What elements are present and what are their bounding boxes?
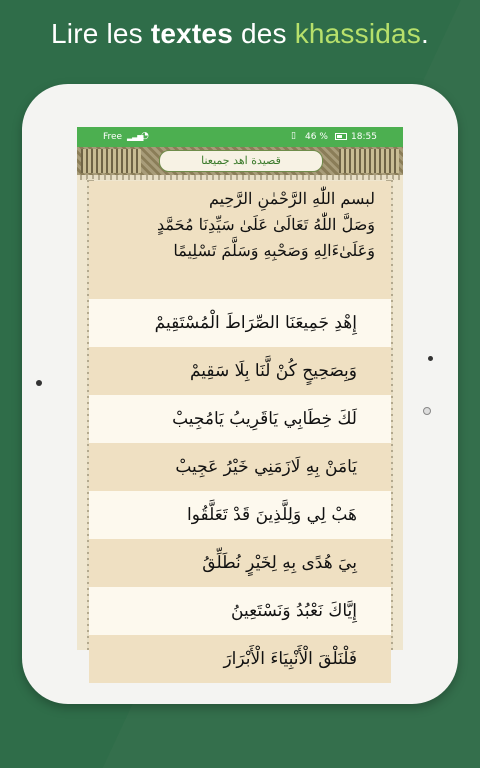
title-banner (77, 147, 403, 175)
verse-row[interactable] (89, 635, 391, 683)
verse-row[interactable] (89, 587, 391, 635)
verse-text: لَكَ خِطَابِي يَاقَرِيبُ يَامُجِيبْ (172, 409, 357, 429)
battery-percent: 46 % (305, 132, 328, 142)
verse-text: فَلْنَلْقَ الْأَنْبِيَاءَ الْأَبْرَارَ (223, 649, 357, 669)
signal-icon: ▂▃▅ (127, 132, 143, 141)
verse-text: إِيَّاكَ نَعْبُدُ وَنَسْتَعِينُ (231, 601, 357, 621)
verse-row[interactable] (89, 395, 391, 443)
verse-text: بِيَ هُدًى بِهِ لِخَيْرٍ نُطَلِّقُ (202, 553, 357, 573)
verse-row[interactable] (89, 347, 391, 395)
app-screen (77, 127, 403, 669)
clock: 18:55 (351, 132, 377, 142)
verse-row[interactable] (89, 299, 391, 347)
carrier-label: Free (103, 132, 123, 142)
intro-line: وَعَلَىٰءَالِهِ وَصَحْبِهِ وَسَلَّمَ تَسْلِيمًا (173, 241, 375, 260)
verse-text: إِهْدِ جَمِيعَنَا الصِّرَاطَ الْمُسْتَقِيمْ (154, 313, 357, 333)
verse-text: وَبِصَحِيحٍ كُنْ لَّنَا بِلَا سَقِيمْ (189, 361, 357, 381)
headline-part5: . (421, 18, 429, 49)
battery-icon (335, 133, 347, 140)
intro-line: وَصَلَّ اللّٰهُ تَعَالَىٰ عَلَىٰ سَيِّدِنَا مُحَمَّدٍ (157, 215, 375, 234)
wifi-icon: ◔ (141, 131, 149, 141)
status-bar (77, 127, 403, 147)
khassida-title: قصيدة اهد جميعنا (159, 150, 323, 172)
basmala-block (89, 181, 391, 299)
verse-list[interactable] (89, 181, 391, 669)
verse-text: هَبْ لِي وَلِلَّذِينَ قَدْ تَعَلَّقُوا (187, 505, 357, 525)
ornament-left (81, 149, 141, 173)
tablet-sensor-dot-right (428, 356, 433, 361)
headline-part2: textes (150, 18, 233, 49)
verse-text: يَامَنْ بِهِ لَازَمَنِي خَيْرُ عَجِيبْ (175, 457, 357, 477)
ornament-right (339, 149, 399, 173)
promo-headline (0, 18, 480, 50)
verse-row[interactable] (89, 443, 391, 491)
verse-row[interactable] (89, 491, 391, 539)
vibrate-icon: ▯ (291, 131, 296, 141)
intro-line: لبسم اللّٰهِ الرَّحْمٰنِ الرَّحِيم (208, 189, 375, 208)
headline-part4: khassidas (294, 18, 421, 49)
tablet-sensor-dot (36, 380, 42, 386)
verse-row[interactable] (89, 539, 391, 587)
tablet-camera (423, 407, 431, 415)
headline-part3: des (232, 18, 295, 49)
headline-part1: Lire les (51, 18, 151, 49)
